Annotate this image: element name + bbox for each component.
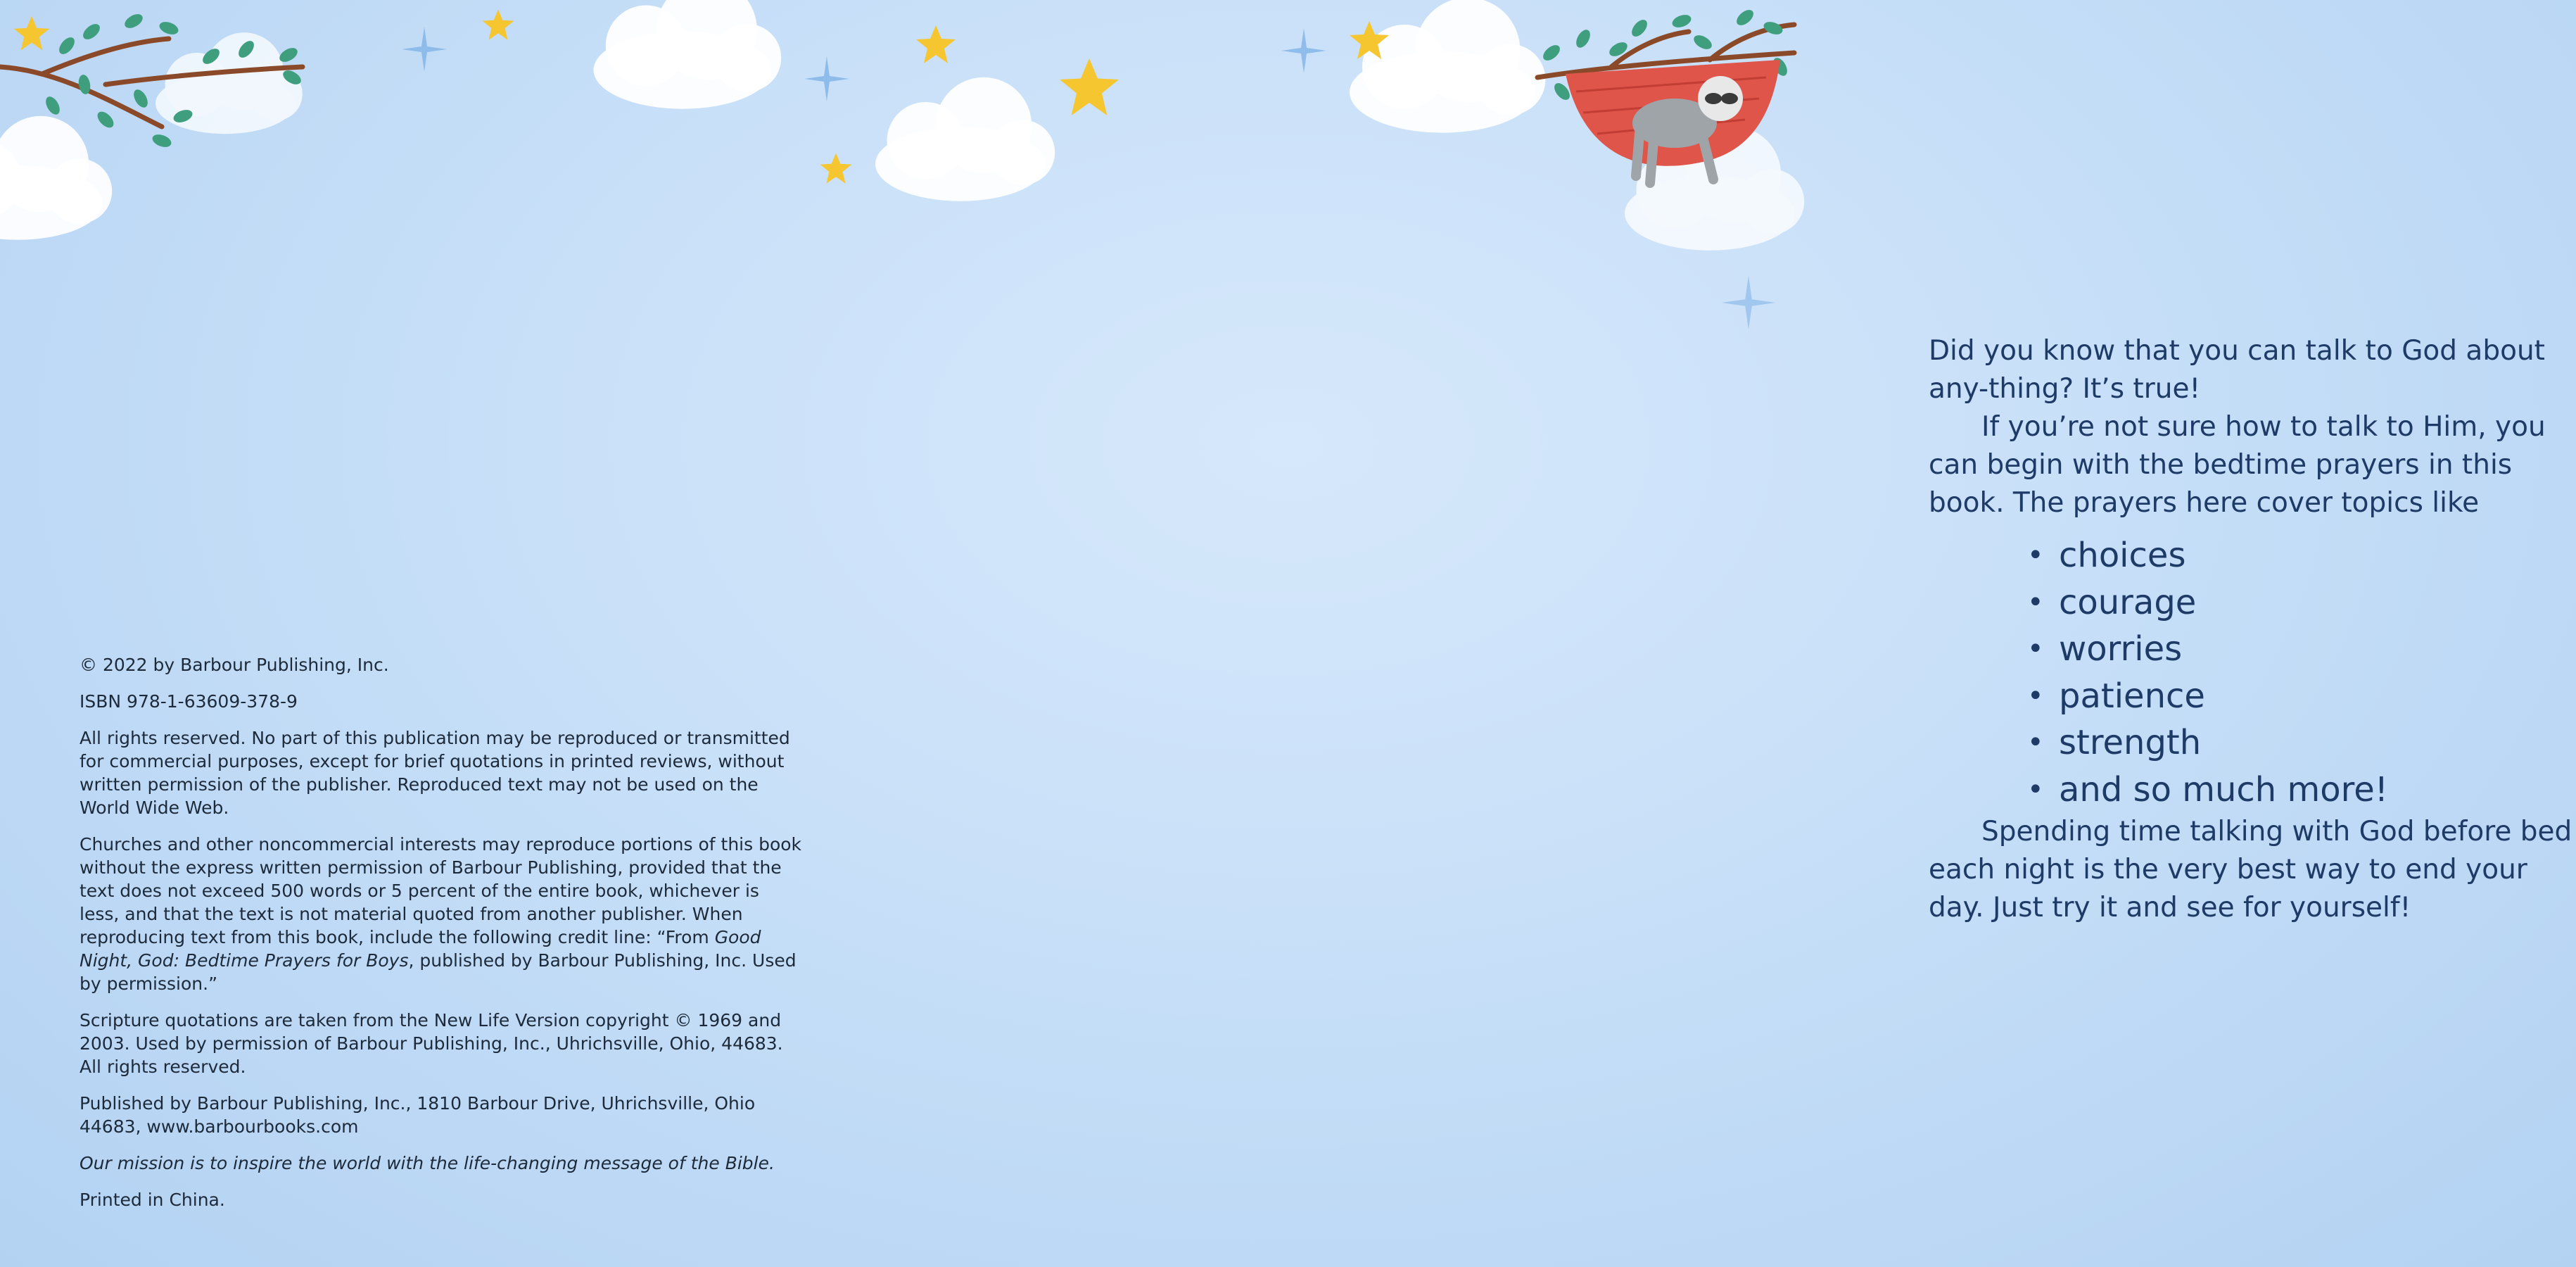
list-item (2027, 532, 2576, 579)
isbn-line: ISBN 978-1-63609-378-9 (80, 691, 298, 712)
topic-label: worries (2059, 629, 2183, 669)
topic-label: patience (2059, 676, 2205, 716)
copyright-page (0, 0, 897, 1267)
topic-label: and so much more! (2059, 769, 2389, 809)
bullet-icon: • (2027, 539, 2044, 572)
printed-in: Printed in China. (80, 1190, 225, 1210)
intro-text (1929, 332, 2576, 927)
permission-text: Churches and other noncommercial interests may reproduce portions of this book without the express written permission of Barbour Publishing, provided that the text does not exceed 500 words or 5 percent of the entire book, whichever is less, and that the text is not material quoted from another publisher. When reproducing text from this book, include the following credit line: “From (80, 834, 802, 947)
book-title: Good Night, God: Bedtime Prayers for Boys (80, 927, 761, 971)
bullet-icon: • (2027, 679, 2044, 712)
reproduction-permission (80, 833, 804, 995)
bullet-icon: • (2027, 586, 2044, 619)
intro-page (897, 0, 2572, 1267)
copyright-line: © 2022 by Barbour Publishing, Inc. (80, 655, 389, 675)
intro-paragraph-3: Spending time talking with God before bed each night is the very best way to end your day. Just try it and see for yourself! (1929, 816, 2572, 924)
bullet-icon: • (2027, 633, 2044, 665)
publisher-address: Published by Barbour Publishing, Inc., 1810 Barbour Drive, Uhrichsville, Ohio 44683, www.barbourbooks.com (80, 1093, 756, 1137)
list-item (2027, 719, 2576, 767)
scripture-notice: Scripture quotations are taken from the New Life Version copyright © 1969 and 2003. Used by permission of Barbour Publishing, Inc., Uhrichsville, Ohio, 44683. All rights reserved. (80, 1010, 783, 1077)
list-item (2027, 626, 2576, 673)
bullet-icon: • (2027, 726, 2044, 759)
copyright-block (80, 653, 804, 1225)
topic-label: courage (2059, 582, 2197, 622)
list-item (2027, 767, 2576, 814)
rights-reserved-notice: All rights reserved. No part of this publication may be reproduced or transmitted for commercial purposes, except for brief quotations in printed reviews, without written permission of the publisher. Reproduced text may not be used on the World Wide Web. (80, 728, 790, 818)
topic-label: strength (2059, 723, 2202, 762)
topic-label: choices (2059, 536, 2186, 575)
bullet-icon: • (2027, 773, 2044, 806)
permission-text-end: , published by Barbour Publishing, Inc. Used by permission.” (80, 950, 797, 994)
mission-text: Our mission is to inspire the world with the life-changing message of the Bible. (80, 1153, 775, 1173)
topic-list (1929, 532, 2576, 813)
intro-paragraph-2: If you’re not sure how to talk to Him, you can begin with the bedtime prayers in this book. The prayers here cover topics like (1929, 411, 2546, 519)
list-item (2027, 579, 2576, 626)
mission-statement (80, 1152, 804, 1175)
intro-paragraph-1: Did you know that you can talk to God about any-thing? It’s true! (1929, 335, 2545, 405)
list-item (2027, 673, 2576, 720)
